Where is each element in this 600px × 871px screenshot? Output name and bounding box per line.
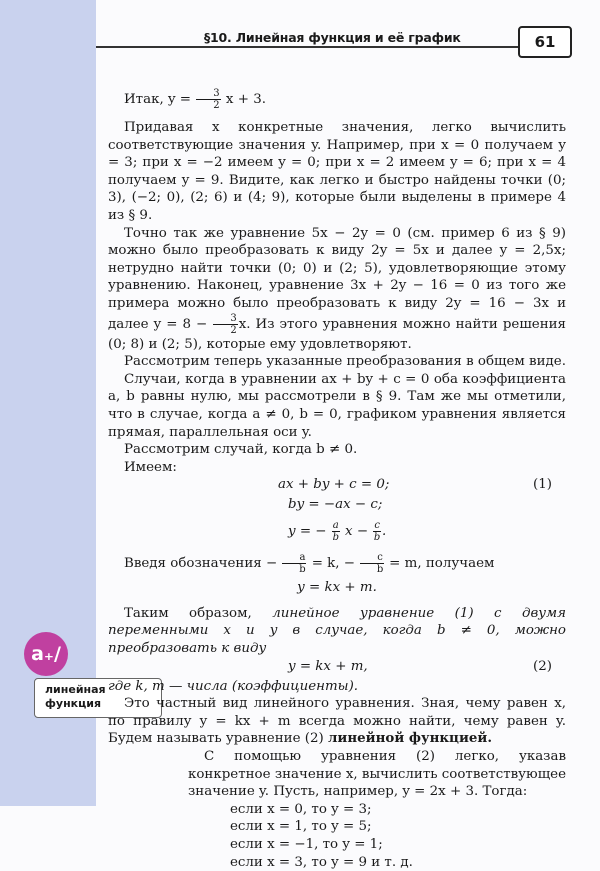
fraction: $\frac{3}{2}$: [196, 88, 220, 111]
fraction: $\frac{3}{2}$: [213, 313, 237, 336]
case-line: если x = 1, то y = 5;: [230, 819, 372, 835]
term-line-2: функция: [45, 697, 102, 710]
equation-number: (2): [533, 658, 552, 674]
formula: y = kx + m.: [297, 580, 377, 596]
case-line: если x = 3, то y = 9 и т. д.: [230, 854, 413, 870]
formula: ax + by + c = 0; (1): [278, 477, 552, 493]
paragraph: Имеем:: [124, 459, 177, 475]
section-title: §10. Линейная функция и её график: [204, 30, 461, 45]
equation-number: (1): [533, 477, 552, 493]
case-line: если x = 0, то y = 3;: [230, 801, 372, 817]
paragraph: Рассмотрим теперь указанные преобразования в общем виде.: [124, 354, 566, 370]
paragraph: Таким образом, линейное уравнение (1) с двумя переменными x и y в случае, когда b ≠ 0, можно преобразовать к виду: [108, 605, 566, 657]
paragraph: Точно так же уравнение 5x − 2y = 0 (см. пример 6 из § 9) можно было преобразовать к виду 2y = 5x и далее y = 2,5x; нетрудно найти точки (0; 0) и (2; 5), удовлетворяющие этому уравнению. Наконец, уравнение 3x + 2y − 16 = 0 из того же примера можно было преобразовать к виду 2y = 16 − 3x и далее y = 8 − $\frac{3}{2}$ x. Из этого уравнения можно найти решения (0; 8) и (2; 5), которые ему удовлетворяют.: [108, 225, 566, 352]
page-header: [96, 26, 600, 54]
paragraph: Рассмотрим случай, когда b ≠ 0.: [124, 442, 358, 458]
page-body: [108, 88, 566, 871]
paragraph: Введя обозначения − $\frac{a}{b}$ = k, − $\frac{c}{b}$ = m, получаем: [124, 552, 495, 576]
paragraph-intro: Итак, y = $\frac{3}{2}$ x + 3.: [124, 88, 266, 111]
header-rule: [96, 46, 526, 48]
term-line-1: линейная: [45, 683, 106, 696]
paragraph: Придавая x конкретные значения, легко вычислить соответствующие значения y. Например, при x = 0 получаем y = 3; при x = −2 имеем y = 0; при x = 2 имеем y = 6; при x = 4 получаем y = 9. Видите, как легко и быстро найдены точки (0; 3), (−2; 0), (2; 6) и (4; 9), которые были выделены в примере 4 из § 9.: [108, 120, 566, 223]
example-cases: [108, 801, 566, 871]
page-number: 61: [518, 26, 572, 58]
case-line: если x = −1, то y = 1;: [230, 837, 383, 852]
paragraph: Случаи, когда в уравнении ax + by + c = 0 оба коэффициента a, b равны нулю, мы рассмотрели в § 9. Там же мы отметили, что в случае, когда a ≠ 0, b = 0, графиком уравнения является прямая, параллельная оси y.: [108, 371, 566, 440]
paragraph: Это частный вид линейного уравнения. Зная, чему равен x, по правилу y = kx + m всегда можно найти, чему равен y. Будем называть уравнение (2) линейной функцией.: [108, 696, 566, 747]
formula: y = kx + m, (2): [288, 658, 552, 674]
paragraph: С помощью уравнения (2) легко, указав конкретное значение x, вычислить соответствующее значение y. Пусть, например, y = 2x + 3. Тогда:: [188, 749, 566, 800]
formula: y = − $\frac{a}{b}$ x − $\frac{c}{b}$ .: [288, 520, 387, 544]
paragraph: где k, m — числа (коэффициенты).: [108, 678, 359, 694]
formula: by = −ax − c;: [288, 497, 383, 513]
definition-badge-icon: a₊/: [24, 632, 68, 676]
